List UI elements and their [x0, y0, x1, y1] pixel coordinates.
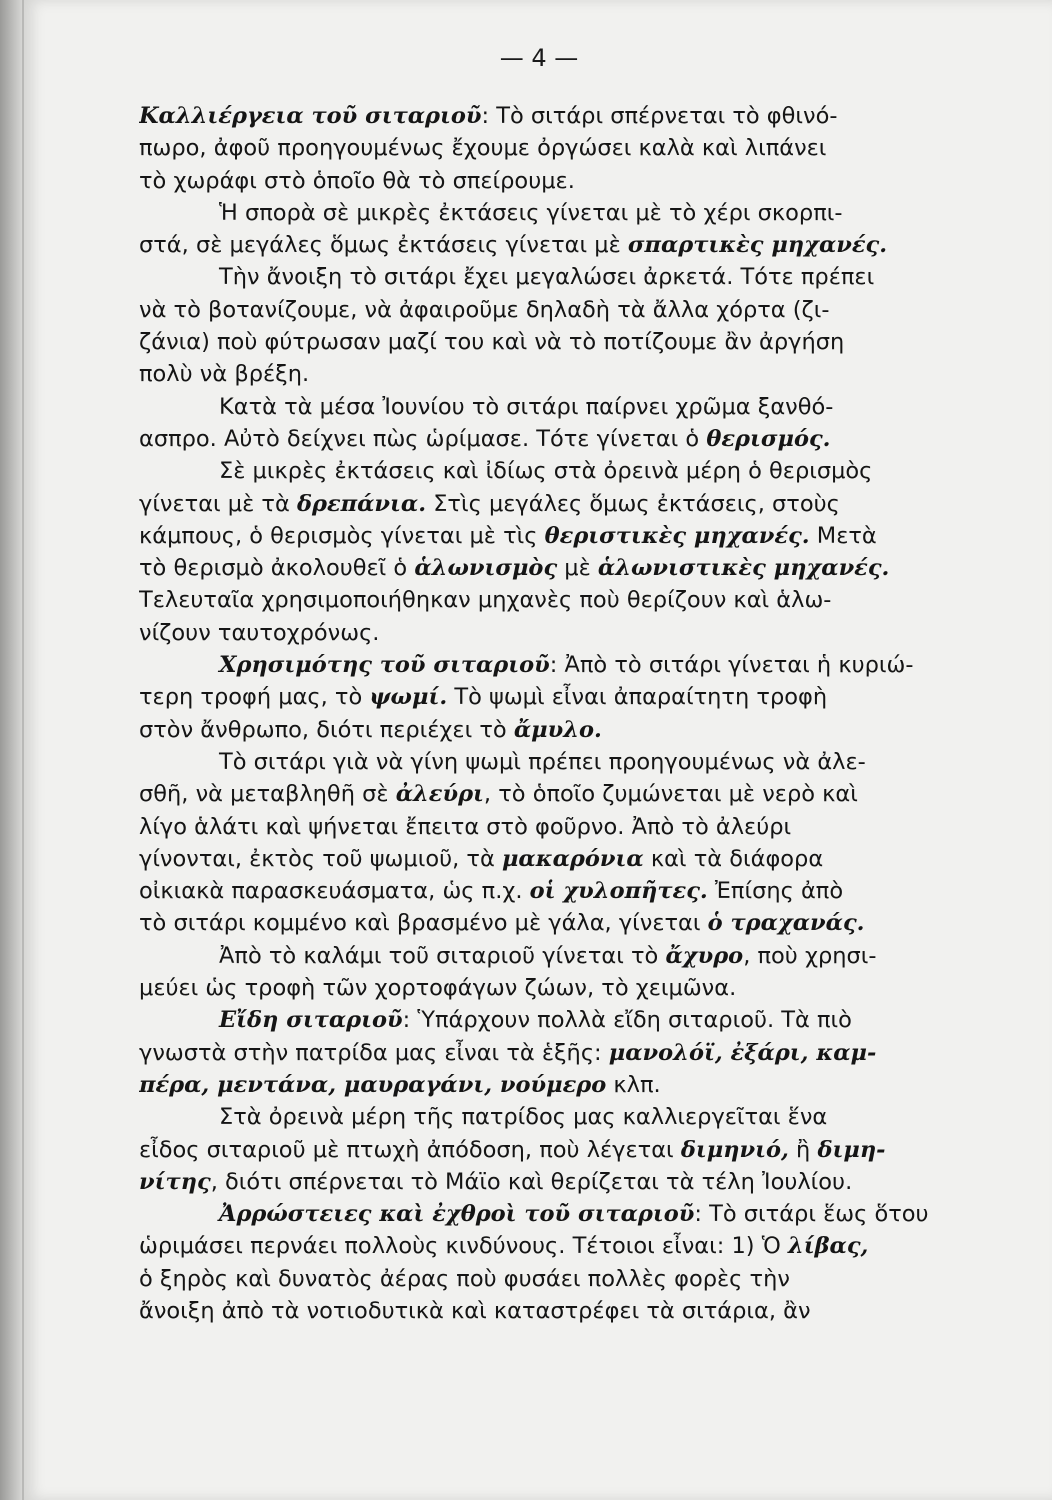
- section-heading: Ἀρρώστειες καὶ ἐχθροὶ τοῦ σιταριοῦ: [219, 1201, 695, 1228]
- text-run: οἰκιακὰ παρασκευάσματα, ὡς π.χ.: [139, 878, 530, 905]
- emphasized-term: διμηνιό,: [680, 1136, 789, 1163]
- text-line: [139, 1037, 1044, 1069]
- text-line: [139, 229, 1044, 261]
- text-run: σθῆ, νὰ μεταβληθῆ σὲ: [139, 781, 396, 808]
- text-line: [139, 261, 1044, 293]
- text-run: Τὸ σιτάρι γιὰ νὰ γίνη ψωμὶ πρέπει προηγουμένως νὰ ἀλε-: [219, 748, 866, 775]
- text-line: [139, 778, 1044, 810]
- text-line: [139, 972, 1044, 1004]
- text-run: νίζουν ταυτοχρόνως.: [139, 619, 380, 646]
- text-run: γνωστὰ στὴν πατρίδα μας εἶναι τὰ ἑξῆς:: [139, 1039, 609, 1066]
- text-line: [139, 1198, 1044, 1230]
- text-run: Στὶς μεγάλες ὅμως ἐκτάσεις, στοὺς: [426, 490, 840, 517]
- emphasized-term: δρεπάνια.: [296, 490, 427, 517]
- text-line: [139, 907, 1044, 939]
- text-run: Μετὰ: [809, 522, 877, 549]
- text-line: [139, 875, 1044, 907]
- emphasized-term: θερισμός.: [706, 425, 831, 452]
- text-run: ἄνοιξη ἀπὸ τὰ νοτιοδυτικὰ καὶ καταστρέφει τὰ σιτάρια, ἂν: [139, 1297, 811, 1324]
- text-run: νὰ τὸ βοτανίζουμε, νὰ ἀφαιροῦμε δηλαδὴ τὰ ἄλλα χόρτα (ζι-: [139, 296, 830, 323]
- section-heading: Καλλιέργεια τοῦ σιταριοῦ: [139, 103, 482, 129]
- emphasized-term: νίτης: [139, 1168, 211, 1195]
- emphasized-term: ἄχυρο: [665, 942, 744, 969]
- page-number: — 4 —: [499, 44, 579, 72]
- text-run: κάμπους, ὁ θερισμὸς γίνεται μὲ τὶς: [139, 522, 545, 549]
- body-text: [139, 100, 1044, 1327]
- emphasized-term: οἱ χυλοπῆτες.: [529, 878, 708, 905]
- text-line: [139, 1263, 1044, 1295]
- emphasized-term: ψωμί.: [369, 684, 448, 711]
- emphasized-term: μανολόϊ, ἐξάρι, καμ-: [608, 1039, 877, 1066]
- text-line: [139, 1230, 1044, 1262]
- text-line: [139, 294, 1044, 326]
- text-line: [139, 326, 1044, 358]
- text-run: , τὸ ὁποῖο ζυμώνεται μὲ νερὸ καὶ: [483, 781, 858, 808]
- text-line: [139, 391, 1044, 423]
- emphasized-term: μακαρόνια: [501, 845, 644, 872]
- text-run: Τὴν ἄνοιξη τὸ σιτάρι ἔχει μεγαλώσει ἀρκετά. Τότε πρέπει: [219, 264, 875, 291]
- book-page: [22, 0, 1052, 1500]
- text-line: [139, 358, 1044, 390]
- text-run: Ἀπὸ τὸ καλάμι τοῦ σιταριοῦ γίνεται τὸ: [219, 942, 666, 969]
- text-run: Ἡ σπορὰ σὲ μικρὲς ἐκτάσεις γίνεται μὲ τὸ χέρι σκορπι-: [219, 199, 843, 226]
- text-run: ζάνια) ποὺ φύτρωσαν μαζί του καὶ νὰ τὸ ποτίζουμε ἂν ἀργήση: [139, 329, 845, 356]
- text-line: [139, 1166, 1044, 1198]
- text-run: μεύει ὡς τροφὴ τῶν χορτοφάγων ζώων, τὸ χειμῶνα.: [139, 975, 737, 1002]
- text-run: : Ὑπάρχουν πολλὰ εἴδη σιταριοῦ. Τὰ πιὸ: [402, 1007, 852, 1034]
- emphasized-term: ἀλεύρι: [395, 781, 484, 808]
- emphasized-term: θεριστικὲς μηχανές.: [544, 522, 810, 549]
- text-run: λίγο ἁλάτι καὶ ψήνεται ἔπειτα στὸ φοῦρνο. Ἀπὸ τὸ ἀλεύρι: [139, 813, 792, 840]
- text-line: [139, 714, 1044, 746]
- text-run: τὸ χωράφι στὸ ὁποῖο θὰ τὸ σπείρουμε.: [139, 167, 575, 194]
- text-run: στά, σὲ μεγάλες ὅμως ἐκτάσεις γίνεται μὲ: [139, 232, 628, 259]
- text-run: ασπρο. Αὐτὸ δείχνει πὼς ὡρίμασε. Τότε γίνεται ὁ: [139, 425, 707, 452]
- text-line: [139, 1101, 1044, 1133]
- text-line: [139, 617, 1044, 649]
- emphasized-term: λίβας,: [787, 1233, 869, 1260]
- emphasized-term: ἄμυλο.: [513, 716, 602, 743]
- text-line: [139, 197, 1044, 229]
- text-line: [139, 132, 1044, 164]
- text-line: [139, 681, 1044, 713]
- text-line: [139, 940, 1044, 972]
- emphasized-term: πέρα, μεντάνα, μαυραγάνι, νούμερο: [139, 1071, 607, 1098]
- text-run: καὶ τὰ διάφορα: [643, 845, 824, 872]
- text-run: : Τὸ σιτάρι ἕως ὅτου: [694, 1201, 929, 1228]
- text-run: ὁ ξηρὸς καὶ δυνατὸς ἀέρας ποὺ φυσάει πολλὲς φορὲς τὴν: [139, 1265, 790, 1292]
- text-run: : Ἀπὸ τὸ σιτάρι γίνεται ἡ κυριώ-: [549, 652, 914, 679]
- text-run: , ποὺ χρησι-: [743, 942, 877, 969]
- text-line: [139, 649, 1044, 681]
- text-run: : Τὸ σιτάρι σπέρνεται τὸ φθινό-: [481, 103, 838, 129]
- text-run: Κατὰ τὰ μέσα Ἰουνίου τὸ σιτάρι παίρνει χρῶμα ξανθό-: [219, 393, 834, 420]
- text-run: γίνεται μὲ τὰ: [139, 490, 297, 517]
- text-run: Ἐπίσης ἀπὸ: [707, 878, 844, 905]
- text-line: [139, 423, 1044, 455]
- text-run: εἶδος σιταριοῦ μὲ πτωχὴ ἀπόδοση, ποὺ λέγεται: [139, 1136, 681, 1163]
- text-line: [139, 1134, 1044, 1166]
- text-run: τὸ σιτάρι κομμένο καὶ βρασμένο μὲ γάλα, γίνεται: [139, 910, 708, 937]
- emphasized-term: ἁλωνισμὸς: [414, 555, 558, 582]
- text-run: Τὸ ψωμὶ εἶναι ἀπαραίτητη τροφὴ: [447, 684, 828, 711]
- text-run: μὲ: [557, 555, 598, 582]
- text-run: ὡριμάσει περνάει πολλοὺς κινδύνους. Τέτοιοι εἶναι: 1) Ὁ: [139, 1233, 788, 1260]
- emphasized-term: σπαρτικὲς μηχανές.: [627, 232, 888, 259]
- text-line: [139, 100, 1044, 132]
- text-run: Τελευταῖα χρησιμοποιήθηκαν μηχανὲς ποὺ θερίζουν καὶ ἁλω-: [139, 587, 832, 614]
- text-run: στὸν ἄνθρωπο, διότι περιέχει τὸ: [139, 716, 514, 743]
- text-run: πολὺ νὰ βρέξη.: [139, 361, 310, 388]
- text-line: [139, 746, 1044, 778]
- emphasized-term: ὁ τραχανάς.: [707, 910, 865, 937]
- text-run: κλπ.: [606, 1071, 661, 1098]
- text-line: [139, 165, 1044, 197]
- text-line: [139, 520, 1044, 552]
- text-line: [139, 488, 1044, 520]
- text-run: γίνονται, ἐκτὸς τοῦ ψωμιοῦ, τὰ: [139, 845, 502, 872]
- text-line: [139, 1004, 1044, 1036]
- text-run: Σὲ μικρὲς ἐκτάσεις καὶ ἰδίως στὰ ὀρεινὰ μέρη ὁ θερισμὸς: [219, 458, 873, 485]
- text-line: [139, 843, 1044, 875]
- book-spine-shadow: [0, 0, 22, 1500]
- text-line: [139, 552, 1044, 584]
- text-run: πωρο, ἀφοῦ προηγουμένως ἔχουμε ὀργώσει καλὰ καὶ λιπάνει: [139, 135, 827, 162]
- section-heading: Χρησιμότης τοῦ σιταριοῦ: [219, 652, 550, 679]
- text-line: [139, 455, 1044, 487]
- emphasized-term: διμη-: [817, 1136, 886, 1163]
- text-run: ἢ: [788, 1136, 818, 1163]
- text-run: , διότι σπέρνεται τὸ Μάϊο καὶ θερίζεται τὰ τέλη Ἰουλίου.: [210, 1168, 853, 1195]
- text-run: τερη τροφή μας, τὸ: [139, 684, 370, 711]
- section-heading: Εἴδη σιταριοῦ: [219, 1007, 403, 1034]
- emphasized-term: ἁλωνιστικὲς μηχανές.: [597, 555, 890, 582]
- text-line: [139, 1295, 1044, 1327]
- text-run: Στὰ ὀρεινὰ μέρη τῆς πατρίδος μας καλλιεργεῖται ἕνα: [219, 1104, 828, 1131]
- text-line: [139, 1069, 1044, 1101]
- text-line: [139, 584, 1044, 616]
- text-run: τὸ θερισμὸ ἀκολουθεῖ ὁ: [139, 555, 415, 582]
- text-line: [139, 811, 1044, 843]
